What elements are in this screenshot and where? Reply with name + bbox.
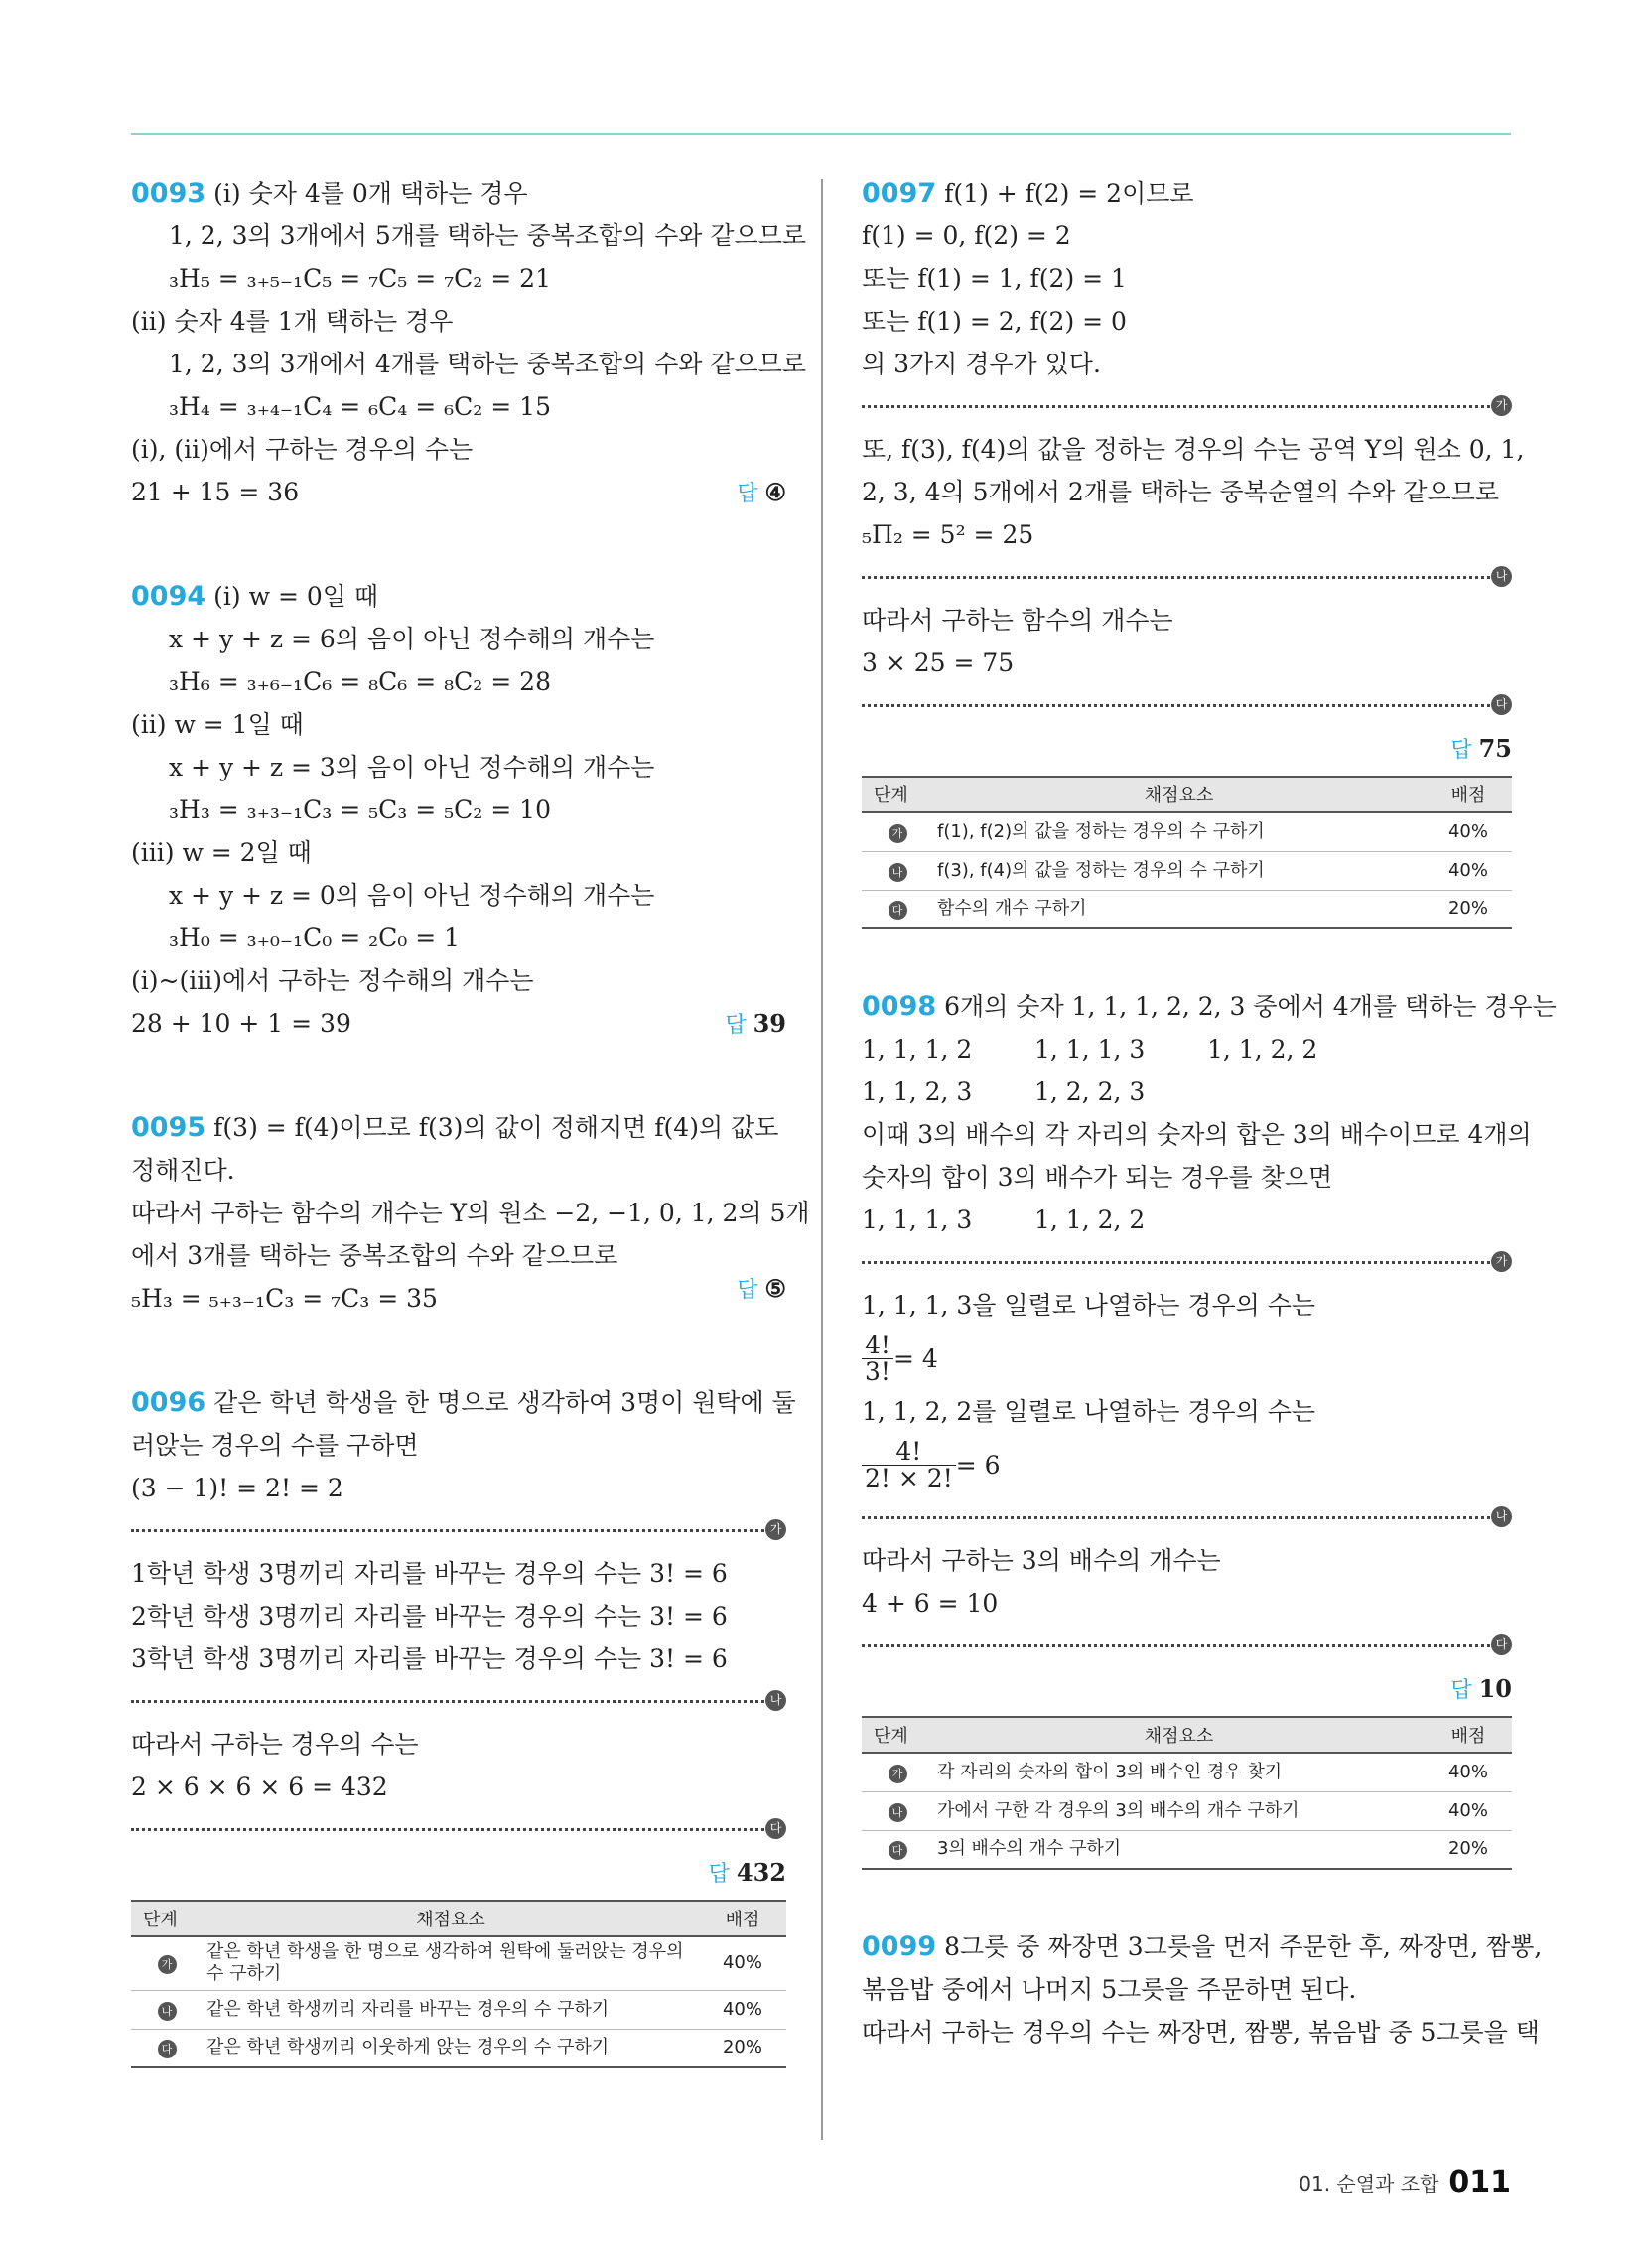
formula-line: ₃H₃ = ₃₊₃₋₁C₃ = ₅C₃ = ₅C₂ = 10 — [169, 795, 551, 824]
table-cell: 같은 학년 학생끼리 자리를 바꾸는 경우의 수 구하기 — [203, 1990, 699, 2029]
text-line: 2, 3, 4의 5개에서 2개를 택하는 중복순열의 수와 같으므로 — [862, 478, 1499, 506]
text-line: 따라서 구하는 3의 배수의 개수는 — [862, 1546, 1221, 1575]
chapter-title: 01. 순열과 조합 — [1299, 2172, 1439, 2196]
text-line: 1, 1, 1, 3을 일렬로 나열하는 경우의 수는 — [862, 1291, 1316, 1320]
table-header: 채점요소 — [933, 777, 1425, 812]
page-footer — [1299, 2165, 1511, 2199]
table-row — [862, 812, 1512, 851]
table-cell: 가에서 구한 각 경우의 3의 배수의 개수 구하기 — [933, 1791, 1425, 1830]
step-marker-na: 나 — [1491, 1506, 1512, 1527]
step-marker-da: 다 — [1491, 1634, 1512, 1655]
step-marker-ga: 가 — [765, 1519, 786, 1540]
text-line: 1, 1, 2, 2를 일렬로 나열하는 경우의 수는 — [862, 1397, 1316, 1426]
formula-line: ₅H₃ = ₅₊₃₋₁C₃ = ₇C₃ = 35 — [131, 1284, 438, 1313]
table-cell: 40% — [1425, 1791, 1512, 1830]
table-cell: 40% — [699, 1936, 786, 1990]
text-line: 또, f(3), f(4)의 값을 정하는 경우의 수는 공역 Y의 원소 0, 1, — [862, 435, 1525, 464]
fraction: $\frac{4!}{2! \times 2!}$ — [862, 1439, 956, 1491]
text-line: 숫자의 합이 3의 배수가 되는 경우를 찾으면 — [862, 1163, 1333, 1192]
table-row — [862, 851, 1512, 890]
text-line: 8그릇 중 짜장면 3그릇을 먼저 주문한 후, 짜장면, 짬뽕, — [944, 1932, 1543, 1961]
text-line: 1학년 학생 3명끼리 자리를 바꾸는 경우의 수는 3! = 6 — [131, 1559, 728, 1588]
table-row — [862, 890, 1512, 928]
fraction-line: $\frac{4!}{3!}$ = 4 — [862, 1327, 1512, 1390]
formula-line: (3 − 1)! = 2! = 2 — [131, 1474, 343, 1502]
text-line: 1, 2, 3의 3개에서 4개를 택하는 중복조합의 수와 같으므로 — [169, 350, 806, 378]
step-separator — [131, 1808, 786, 1851]
formula-line: 2 × 6 × 6 × 6 = 432 — [131, 1772, 388, 1801]
text-line: 러앉는 경우의 수를 구하면 — [131, 1431, 419, 1460]
text-line: x + y + z = 0의 음이 아닌 정수해의 개수는 — [169, 881, 655, 910]
scoring-table — [862, 776, 1512, 929]
table-row — [131, 1990, 786, 2029]
formula-line: 또는 f(1) = 2, f(2) = 0 — [862, 307, 1127, 336]
step-badge: 가 — [889, 824, 907, 843]
step-separator — [862, 1496, 1512, 1539]
text-line: 같은 학년 학생을 한 명으로 생각하여 3명이 원탁에 둘 — [213, 1388, 796, 1417]
table-cell: f(1), f(2)의 값을 정하는 경우의 수 구하기 — [933, 812, 1425, 851]
answer: 답 432 — [708, 1858, 786, 1887]
table-cell: 각 자리의 숫자의 합이 3의 배수인 경우 찾기 — [933, 1753, 1425, 1791]
formula-line: 28 + 10 + 1 = 39 — [131, 1009, 351, 1038]
table-cell: 같은 학년 학생끼리 이웃하게 앉는 경우의 수 구하기 — [203, 2029, 699, 2067]
table-header: 단계 — [131, 1901, 203, 1936]
text-line: 2학년 학생 3명끼리 자리를 바꾸는 경우의 수는 3! = 6 — [131, 1602, 728, 1630]
text-line: x + y + z = 3의 음이 아닌 정수해의 개수는 — [169, 753, 655, 781]
table-cell: 3의 배수의 개수 구하기 — [933, 1830, 1425, 1869]
problem-0096 — [131, 1381, 796, 2068]
table-cell: 20% — [699, 2029, 786, 2067]
table-cell: 40% — [699, 1990, 786, 2029]
fraction-line: $\frac{4!}{2! \times 2!}$ = 6 — [862, 1433, 1512, 1496]
formula-line: ₃H₀ = ₃₊₀₋₁C₀ = ₂C₀ = 1 — [169, 923, 461, 952]
case-row: 1, 1, 1, 2 1, 1, 1, 3 1, 1, 2, 2 — [862, 1035, 1318, 1063]
formula-line: ₃H₄ = ₃₊₄₋₁C₄ = ₆C₄ = ₆C₂ = 15 — [169, 392, 551, 421]
problem-0095 — [131, 1106, 810, 1320]
text-line: (ⅲ) w = 2일 때 — [131, 838, 312, 867]
table-row — [862, 1830, 1512, 1869]
step-marker-na: 나 — [765, 1690, 786, 1711]
step-badge: 다 — [158, 2040, 177, 2058]
scoring-table — [131, 1900, 786, 2068]
scoring-table — [862, 1716, 1512, 1870]
step-marker-ga: 가 — [1491, 1251, 1512, 1272]
table-cell: 40% — [1425, 1753, 1512, 1791]
table-header: 채점요소 — [933, 1717, 1425, 1753]
table-row — [131, 1936, 786, 1990]
top-rule — [131, 133, 1511, 135]
step-marker-na: 나 — [1491, 566, 1512, 587]
text-line: f(3) = f(4)이므로 f(3)의 값이 정해지면 f(4)의 값도 — [213, 1113, 779, 1142]
formula-line: ₃H₆ = ₃₊₆₋₁C₆ = ₈C₆ = ₈C₂ = 28 — [169, 667, 551, 696]
step-separator — [131, 1680, 786, 1723]
column-divider — [821, 179, 823, 2140]
step-badge: 가 — [158, 1955, 177, 1974]
answer: 답 75 — [1450, 734, 1512, 763]
text-line: 3학년 학생 3명끼리 자리를 바꾸는 경우의 수는 3! = 6 — [131, 1644, 728, 1673]
answer: 답 39 — [725, 1009, 786, 1038]
step-badge: 나 — [889, 1803, 907, 1822]
table-cell: f(3), f(4)의 값을 정하는 경우의 수 구하기 — [933, 851, 1425, 890]
problem-0097 — [862, 172, 1525, 929]
problem-number: 0097 — [862, 178, 937, 209]
problem-0099 — [862, 1925, 1543, 2054]
answer: 답 ④ — [737, 478, 786, 506]
step-badge: 다 — [889, 901, 907, 920]
step-separator — [862, 1625, 1512, 1667]
step-badge: 나 — [158, 2002, 177, 2021]
formula-line: 또는 f(1) = 1, f(2) = 1 — [862, 264, 1127, 293]
table-cell: 20% — [1425, 1830, 1512, 1869]
answer: 답 ⑤ — [737, 1274, 786, 1303]
table-header: 단계 — [862, 777, 933, 812]
problem-number: 0093 — [131, 178, 206, 209]
formula-line: 3 × 25 = 75 — [862, 648, 1015, 677]
text-line: 따라서 구하는 경우의 수는 짜장면, 짬뽕, 볶음밥 중 5그릇을 택 — [862, 2018, 1540, 2047]
problem-number: 0096 — [131, 1387, 206, 1418]
text-line: 의 3가지 경우가 있다. — [862, 350, 1101, 378]
table-header: 채점요소 — [203, 1901, 699, 1936]
right-column — [862, 172, 1557, 2054]
problem-number: 0094 — [131, 581, 206, 612]
text-line: 정해진다. — [131, 1156, 235, 1185]
problem-0098 — [862, 985, 1557, 1870]
table-header: 배점 — [1425, 1717, 1512, 1753]
answer: 답 10 — [1450, 1674, 1512, 1703]
problem-number: 0099 — [862, 1931, 937, 1962]
table-cell: 같은 학년 학생을 한 명으로 생각하여 원탁에 둘러앉는 경우의 수 구하기 — [203, 1936, 699, 1990]
case-row: 1, 1, 1, 3 1, 1, 2, 2 — [862, 1205, 1146, 1234]
text-line: (ⅰ), (ⅱ)에서 구하는 경우의 수는 — [131, 435, 474, 464]
step-separator — [131, 1509, 786, 1552]
step-marker-da: 다 — [1491, 694, 1512, 715]
text-line: 따라서 구하는 함수의 개수는 Y의 원소 −2, −1, 0, 1, 2의 5개 — [131, 1199, 810, 1227]
step-badge: 다 — [889, 1841, 907, 1860]
text-line: 1, 2, 3의 3개에서 5개를 택하는 중복조합의 수와 같으므로 — [169, 221, 806, 250]
table-header: 배점 — [1425, 777, 1512, 812]
table-header: 배점 — [699, 1901, 786, 1936]
text-line: x + y + z = 6의 음이 아닌 정수해의 개수는 — [169, 625, 655, 653]
text-line: (ⅰ) 숫자 4를 0개 택하는 경우 — [213, 179, 528, 208]
formula-line: 4 + 6 = 10 — [862, 1589, 999, 1618]
step-separator — [862, 1241, 1512, 1284]
text-line: 이때 3의 배수의 각 자리의 숫자의 합은 3의 배수이므로 4개의 — [862, 1120, 1532, 1149]
formula-line: 21 + 15 = 36 — [131, 478, 300, 506]
step-badge: 가 — [889, 1765, 907, 1783]
text-line: 6개의 숫자 1, 1, 1, 2, 2, 3 중에서 4개를 택하는 경우는 — [944, 992, 1557, 1021]
problem-number: 0098 — [862, 991, 937, 1022]
table-header: 단계 — [862, 1717, 933, 1753]
formula-line: f(1) = 0, f(2) = 2 — [862, 221, 1071, 250]
problem-0093 — [131, 172, 806, 513]
problem-0094 — [131, 575, 786, 1045]
step-separator — [862, 556, 1512, 599]
table-cell: 40% — [1425, 812, 1512, 851]
left-column — [131, 172, 810, 2068]
problem-number: 0095 — [131, 1112, 206, 1143]
step-marker-ga: 가 — [1491, 395, 1512, 416]
case-row: 1, 1, 2, 3 1, 2, 2, 3 — [862, 1077, 1146, 1106]
text-line: f(1) + f(2) = 2이므로 — [944, 179, 1194, 208]
table-row — [131, 2029, 786, 2067]
text-line: (ⅱ) w = 1일 때 — [131, 710, 304, 739]
text-line: (ⅱ) 숫자 4를 1개 택하는 경우 — [131, 307, 454, 336]
step-badge: 나 — [889, 863, 907, 882]
text-line: (ⅰ)~(ⅲ)에서 구하는 정수해의 개수는 — [131, 966, 534, 995]
fraction: $\frac{4!}{3!}$ — [862, 1333, 893, 1385]
text-line: 따라서 구하는 함수의 개수는 — [862, 606, 1173, 635]
text-line: 따라서 구하는 경우의 수는 — [131, 1730, 419, 1759]
text-line: 볶음밥 중에서 나머지 5그릇을 주문하면 된다. — [862, 1975, 1357, 2004]
formula-line: ₃H₅ = ₃₊₅₋₁C₅ = ₇C₅ = ₇C₂ = 21 — [169, 264, 551, 293]
table-cell: 20% — [1425, 890, 1512, 928]
step-marker-da: 다 — [765, 1818, 786, 1839]
text-line: 에서 3개를 택하는 중복조합의 수와 같으므로 — [131, 1241, 618, 1270]
table-row — [862, 1791, 1512, 1830]
table-cell: 40% — [1425, 851, 1512, 890]
table-cell: 함수의 개수 구하기 — [933, 890, 1425, 928]
formula-line: ₅Π₂ = 5² = 25 — [862, 520, 1034, 549]
table-row — [862, 1753, 1512, 1791]
text-line: (ⅰ) w = 0일 때 — [213, 582, 378, 611]
page-number: 011 — [1448, 2165, 1511, 2199]
step-separator — [862, 684, 1512, 727]
step-separator — [862, 385, 1512, 428]
